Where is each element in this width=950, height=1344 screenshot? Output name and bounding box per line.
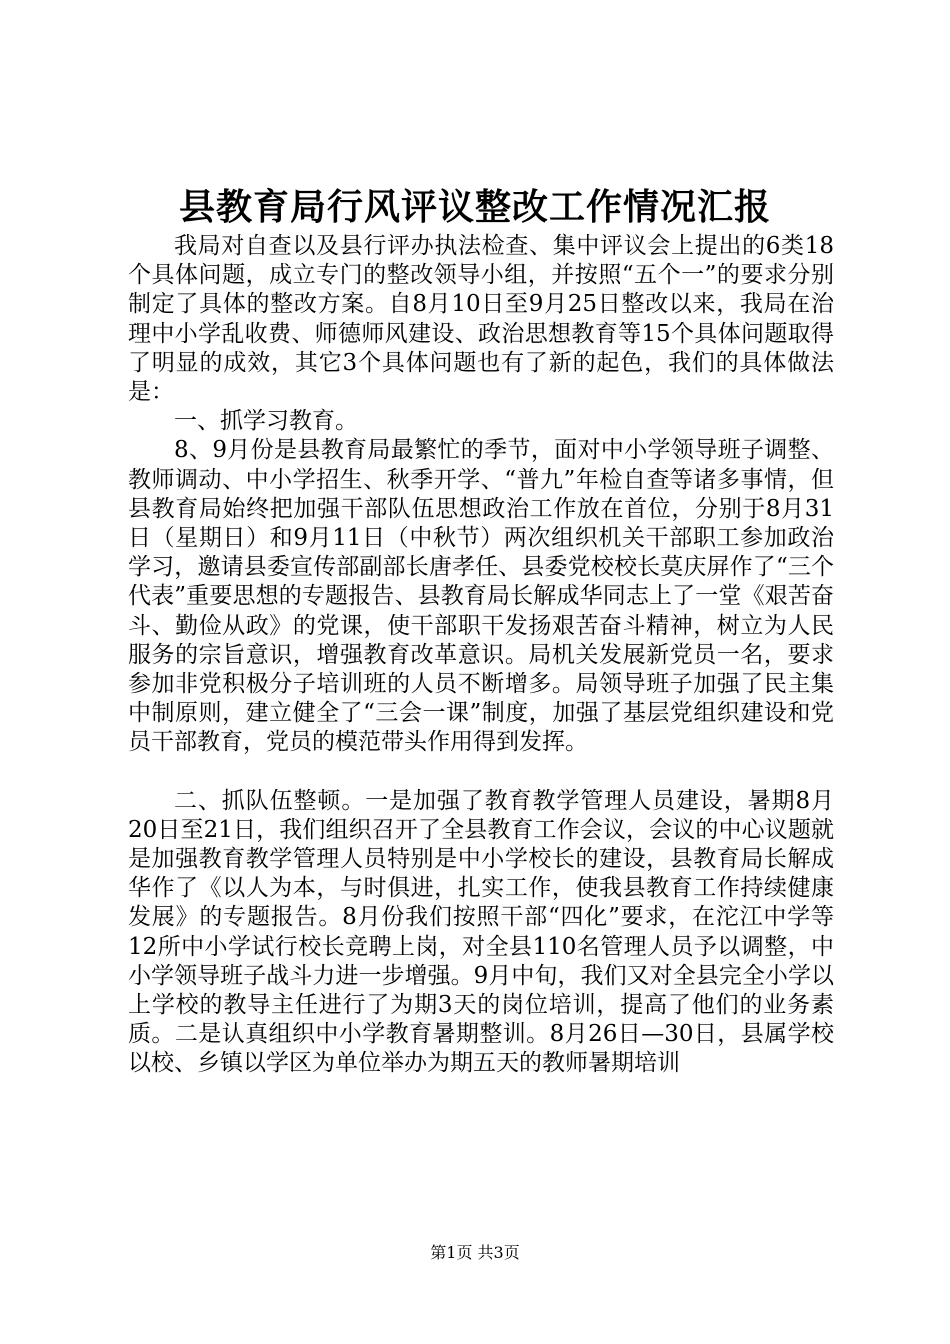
- page-number: 第1页 共3页: [430, 1243, 520, 1262]
- paragraph-team: 二、抓队伍整顿。一是加强了教育教学管理人员建设，暑期8月20日至21日，我们组织召开了全县教育工作会议，会议的中心议题就是加强教育教学管理人员特别是中小学校长的建设，县教育局长解成华作了《以人为本，与时俱进，扎实工作，使我县教育工作持续健康发展》的专题报告。8月份我们按照干部“四化”要求，在沱江中学等12所中小学试行校长竞聘上岗，对全县110名管理人员予以调整，中小学领导班子战斗力进一步增强。9月中旬，我们又对全县完全小学以上学校的教导主任进行了为期3天的岗位培训，提高了他们的业务素质。二是认真组织中小学教育暑期整训。8月26日—30日，县属学校以校、乡镇以学区为单位举办为期五天的教师暑期培训: [128, 787, 834, 1077]
- document-body: [128, 232, 834, 1079]
- document-title: 县教育局行风评议整改工作情况汇报: [178, 186, 771, 228]
- paragraph-intro: 我局对自查以及县行评办执法检查、集中评议会上提出的6类18个具体问题，成立专门的整改领导小组，并按照“五个一”的要求分别制定了具体的整改方案。自8月10日至9月25日整改以来，我局在治理中小学乱收费、师德师风建设、政治思想教育等15个具体问题取得了明显的成效，其它3个具体问题也有了新的起色，我们的具体做法是：: [128, 233, 834, 406]
- paragraph-study: 8、9月份是县教育局最繁忙的季节，面对中小学领导班子调整、教师调动、中小学招生、秋季开学、“普九”年检自查等诸多事情，但县教育局始终把加强干部队伍思想政治工作放在首位，分别于8月31日（星期日）和9月11日（中秋节）两次组织机关干部职工参加政治学习，邀请县委宣传部副部长唐孝任、县委党校校长莫庆屏作了“三个代表”重要思想的专题报告、县教育局长解成华同志上了一堂《艰苦奋斗、勤俭从政》的党课，使干部职干发扬艰苦奋斗精神，树立为人民服务的宗旨意识，增强教育改革意识。局机关发展新党员一名，要求参加非党积极分子培训班的人员不断增多。局领导班子加强了民主集中制原则，建立健全了“三会一课”制度，加强了基层党组织建设和党员干部教育，党员的模范带头作用得到发挥。: [128, 437, 834, 756]
- section-heading-study: 一、抓学习教育。: [174, 408, 358, 435]
